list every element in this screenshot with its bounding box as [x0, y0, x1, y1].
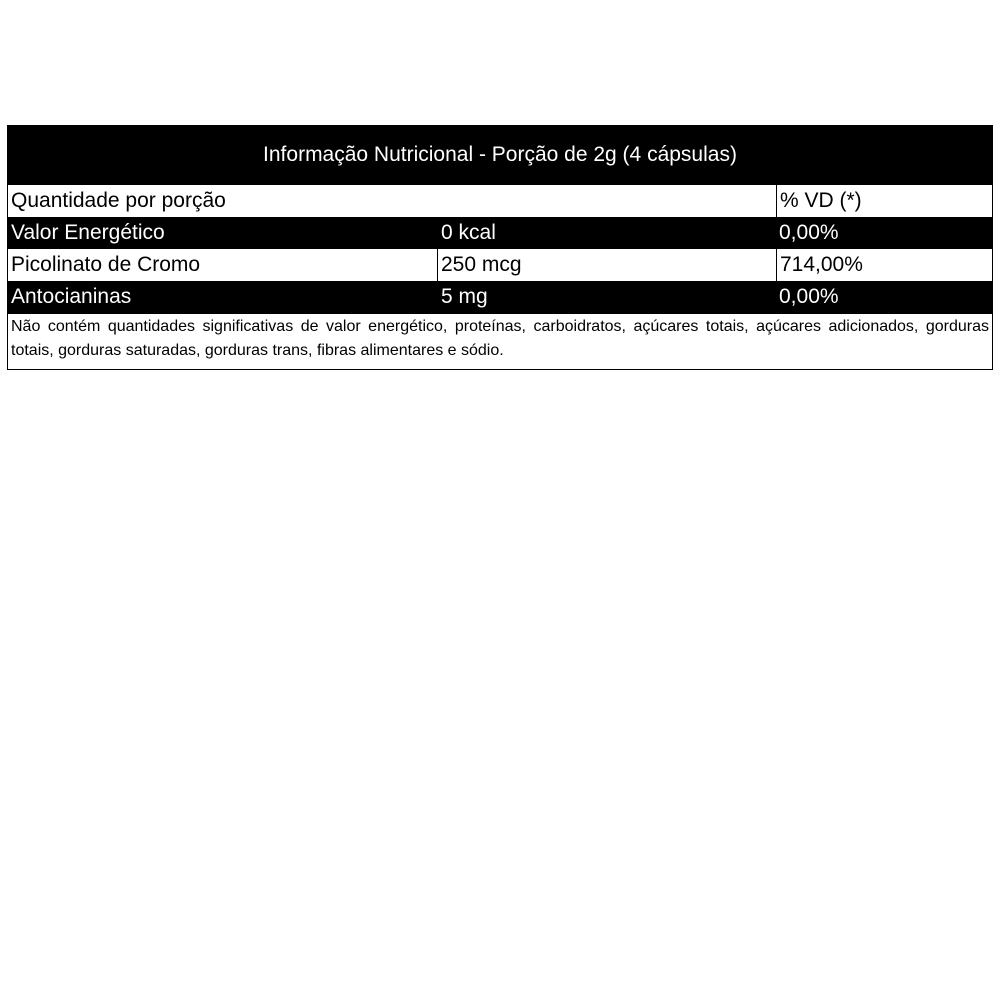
nutrient-name: Picolinato de Cromo: [8, 249, 438, 281]
quantity-per-serving-label: Quantidade por porção: [11, 189, 226, 212]
nutrient-amount: 5 mg: [441, 285, 488, 308]
daily-value-label: % VD (*): [776, 185, 992, 217]
nutrient-amount: 250 mcg: [441, 253, 522, 276]
table-row: [8, 281, 992, 313]
nutrient-name: Antocianinas: [11, 285, 132, 308]
table-header-row: [8, 185, 992, 217]
table-footnote: Não contém quantidades significativas de valor energético, proteínas, carboidratos, açúcares totais, açúcares adicionados, gorduras totais, gorduras saturadas, gorduras trans, fibras alimentares e sódio.: [8, 313, 992, 369]
nutrient-daily-value: 0,00%: [779, 221, 839, 244]
table-row: [8, 249, 992, 281]
nutrient-daily-value: 0,00%: [779, 285, 839, 308]
nutrient-amount: 0 kcal: [441, 221, 496, 244]
table-row: [8, 217, 992, 249]
nutrient-name: Valor Energético: [11, 221, 165, 244]
table-title: Informação Nutricional - Porção de 2g (4 cápsulas): [8, 126, 992, 185]
nutrition-facts-table: [7, 125, 993, 370]
nutrient-daily-value: 714,00%: [776, 249, 992, 281]
